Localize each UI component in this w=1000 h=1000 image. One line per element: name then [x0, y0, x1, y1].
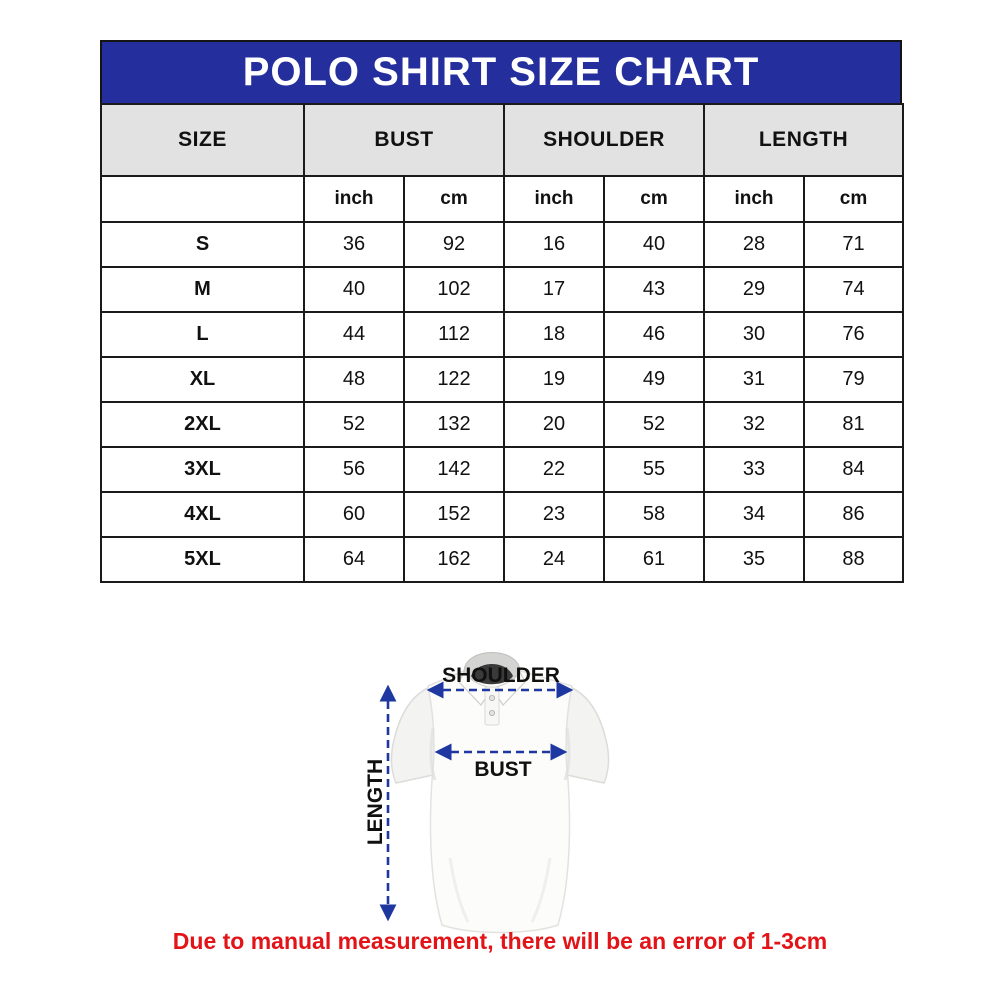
- table-row: [101, 312, 903, 357]
- unit-header: inch: [704, 176, 804, 222]
- size-cell: 4XL: [101, 492, 304, 537]
- size-cell: L: [101, 312, 304, 357]
- size-cell: 5XL: [101, 537, 304, 582]
- value-cell: 71: [804, 222, 903, 267]
- value-cell: 52: [604, 402, 704, 447]
- header-length: LENGTH: [704, 104, 903, 176]
- table-row: [101, 537, 903, 582]
- table-row: [101, 267, 903, 312]
- length-label: LENGTH: [364, 758, 387, 846]
- header-shoulder: SHOULDER: [504, 104, 704, 176]
- size-cell: 3XL: [101, 447, 304, 492]
- table-row: [101, 222, 903, 267]
- size-cell: 2XL: [101, 402, 304, 447]
- table-row: [101, 357, 903, 402]
- units-blank-cell: [101, 176, 304, 222]
- column-group-header-row: [101, 104, 903, 176]
- value-cell: 142: [404, 447, 504, 492]
- value-cell: 152: [404, 492, 504, 537]
- chart-title-bar: [100, 40, 902, 103]
- value-cell: 64: [304, 537, 404, 582]
- measurement-error-note: Due to manual measurement, there will be an error of 1-3cm: [172, 928, 828, 954]
- value-cell: 44: [304, 312, 404, 357]
- value-cell: 40: [304, 267, 404, 312]
- unit-header: inch: [504, 176, 604, 222]
- value-cell: 122: [404, 357, 504, 402]
- unit-header: cm: [804, 176, 903, 222]
- shoulder-label: SHOULDER: [442, 664, 560, 687]
- table-row: [101, 447, 903, 492]
- value-cell: 23: [504, 492, 604, 537]
- table-row: [101, 492, 903, 537]
- value-cell: 56: [304, 447, 404, 492]
- value-cell: 112: [404, 312, 504, 357]
- value-cell: 24: [504, 537, 604, 582]
- value-cell: 32: [704, 402, 804, 447]
- value-cell: 81: [804, 402, 903, 447]
- value-cell: 58: [604, 492, 704, 537]
- value-cell: 19: [504, 357, 604, 402]
- value-cell: 55: [604, 447, 704, 492]
- value-cell: 20: [504, 402, 604, 447]
- unit-header: cm: [604, 176, 704, 222]
- placket: [485, 687, 499, 725]
- value-cell: 88: [804, 537, 903, 582]
- units-header-row: [101, 176, 903, 222]
- size-cell: M: [101, 267, 304, 312]
- value-cell: 102: [404, 267, 504, 312]
- unit-header: cm: [404, 176, 504, 222]
- value-cell: 61: [604, 537, 704, 582]
- value-cell: 48: [304, 357, 404, 402]
- header-size: SIZE: [101, 104, 304, 176]
- value-cell: 31: [704, 357, 804, 402]
- value-cell: 46: [604, 312, 704, 357]
- value-cell: 17: [504, 267, 604, 312]
- value-cell: 60: [304, 492, 404, 537]
- value-cell: 162: [404, 537, 504, 582]
- size-cell: XL: [101, 357, 304, 402]
- value-cell: 22: [504, 447, 604, 492]
- size-chart-table: [100, 103, 904, 583]
- value-cell: 34: [704, 492, 804, 537]
- value-cell: 74: [804, 267, 903, 312]
- value-cell: 132: [404, 402, 504, 447]
- value-cell: 84: [804, 447, 903, 492]
- value-cell: 35: [704, 537, 804, 582]
- value-cell: 36: [304, 222, 404, 267]
- size-cell: S: [101, 222, 304, 267]
- button: [489, 710, 494, 715]
- measurement-diagram: [320, 628, 680, 950]
- value-cell: 16: [504, 222, 604, 267]
- shirt-body: [428, 670, 572, 933]
- value-cell: 40: [604, 222, 704, 267]
- button: [489, 695, 494, 700]
- chart-title: POLO SHIRT SIZE CHART: [242, 50, 760, 94]
- value-cell: 76: [804, 312, 903, 357]
- value-cell: 79: [804, 357, 903, 402]
- value-cell: 86: [804, 492, 903, 537]
- size-chart: [100, 40, 902, 583]
- value-cell: 18: [504, 312, 604, 357]
- value-cell: 29: [704, 267, 804, 312]
- header-bust: BUST: [304, 104, 504, 176]
- value-cell: 52: [304, 402, 404, 447]
- value-cell: 28: [704, 222, 804, 267]
- polo-shirt-illustration: [392, 653, 609, 933]
- value-cell: 33: [704, 447, 804, 492]
- value-cell: 43: [604, 267, 704, 312]
- bust-label: BUST: [474, 758, 532, 781]
- value-cell: 30: [704, 312, 804, 357]
- table-row: [101, 402, 903, 447]
- value-cell: 92: [404, 222, 504, 267]
- value-cell: 49: [604, 357, 704, 402]
- unit-header: inch: [304, 176, 404, 222]
